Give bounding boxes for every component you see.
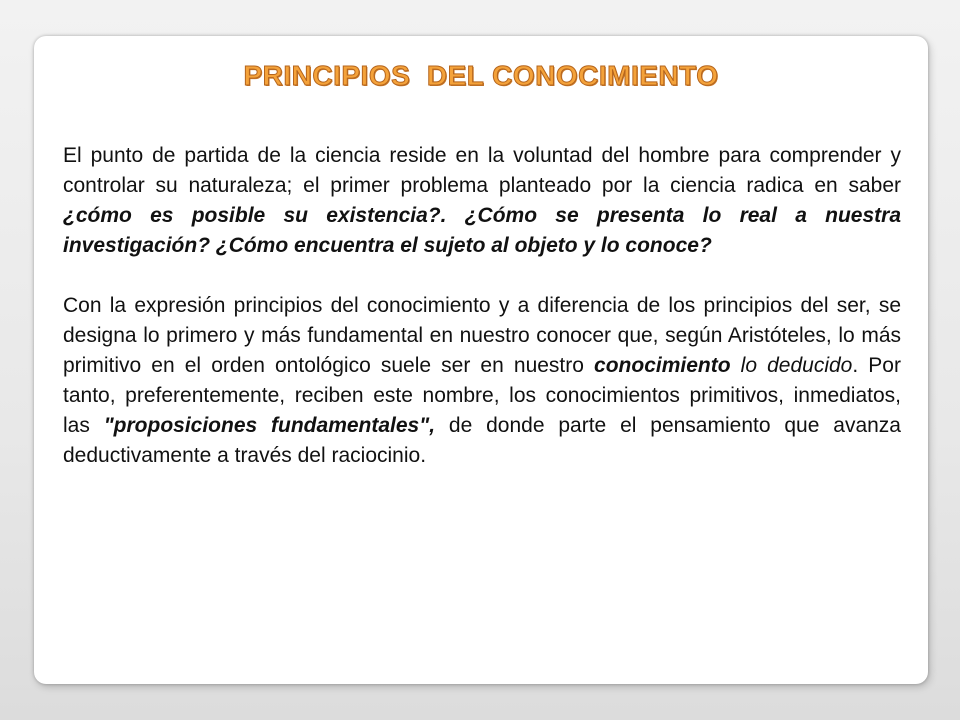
paragraph-1: [63, 141, 901, 261]
paragraph-2-emphasis-b: "proposiciones fundamentales",: [103, 414, 436, 437]
slide-card: [34, 36, 928, 684]
paragraph-1-text: El punto de partida de la ciencia reside en la voluntad del hombre para comprender y controlar su naturaleza; el primer problema planteado por la ciencia radica en saber: [63, 144, 901, 197]
slide-body: [63, 141, 901, 471]
paragraph-2-italic: lo deducido: [730, 354, 853, 377]
paragraph-2-text-b: . Por tanto, preferentemente, reciben este nombre, los conocimientos primitivos, inmediatos, las: [63, 354, 901, 437]
paragraph-2: [63, 291, 901, 471]
paragraph-2-text-a: Con la expresión principios del conocimiento y a diferencia de los principios del ser, se designa lo primero y más fundamental en nuestro conocer que, según Aristóteles, lo más primitivo en el orden ontológico suele ser en nuestro: [63, 294, 901, 377]
paragraph-1-emphasis: ¿cómo es posible su existencia?. ¿Cómo se presenta lo real a nuestra investigación? ¿Cómo encuentra el sujeto al objeto y lo conoce?: [63, 204, 901, 257]
paragraph-2-emphasis-a: conocimiento: [594, 354, 731, 377]
slide-title: PRINCIPIOS DEL CONOCIMIENTO: [243, 60, 719, 91]
paragraph-2-text-c: de donde parte el pensamiento que avanza deductivamente a través del raciocinio.: [63, 414, 901, 467]
